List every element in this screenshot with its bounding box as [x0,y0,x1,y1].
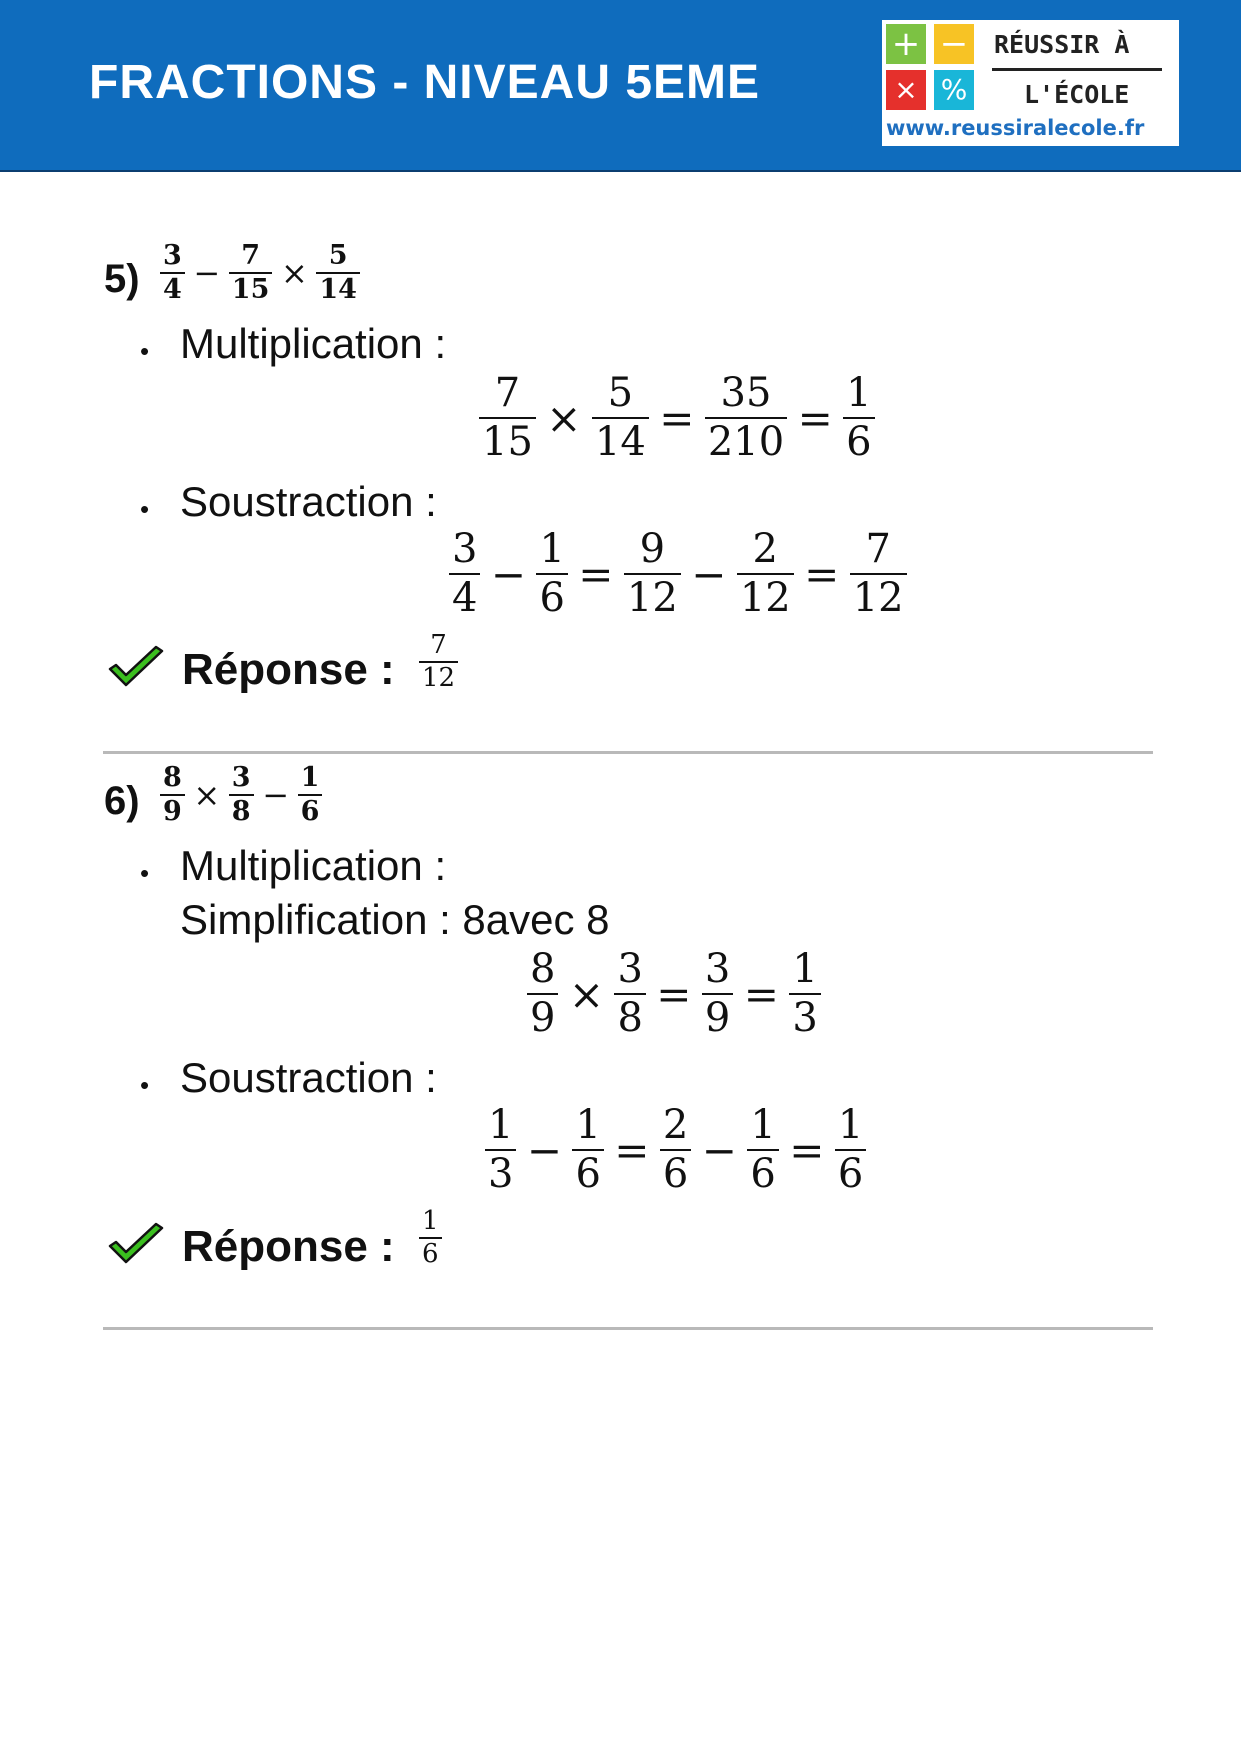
bullet: • [140,336,150,366]
operator: × [546,393,582,443]
operator: = [614,1125,650,1175]
header-banner [0,0,1241,172]
answer-label: Réponse : [182,645,395,694]
fraction: $\frac{3}{9}$ [702,946,733,1042]
fraction: $\frac{2}{6}$ [660,1102,691,1198]
fraction: $\frac{2}{12}$ [737,526,794,622]
percent-icon: % [934,70,974,110]
operator: = [797,393,833,443]
exercise-6-statement [155,762,327,828]
fraction: $\frac{1}{6}$ [419,1206,442,1269]
operator: × [280,253,308,292]
separator [103,751,1153,754]
fraction: $\frac{7}{15}$ [479,370,536,466]
minus-icon: − [934,24,974,64]
times-icon: × [886,70,926,110]
operator: × [568,969,605,1019]
fraction: $\frac{35}{210}$ [705,370,787,466]
fraction: $\frac{8}{9}$ [160,762,185,828]
operator: − [490,549,527,599]
fraction: $\frac{8}{9}$ [527,946,558,1042]
step-label: Multiplication : [180,842,447,889]
answer-fraction [414,630,463,693]
operator: × [193,775,221,814]
checkmark-icon [106,1222,166,1268]
operator: − [701,1125,737,1175]
operator: − [193,253,221,292]
fraction: $\frac{3}{4}$ [449,526,480,622]
plus-icon: + [886,24,926,64]
fraction: $\frac{7}{12}$ [419,630,458,693]
step-label: Soustraction : [180,478,437,525]
fraction: $\frac{1}{3}$ [485,1102,516,1198]
answer-label: Réponse : [182,1222,395,1271]
logo-url[interactable]: www.reussiralecole.fr [886,116,1145,140]
checkmark-icon [106,645,166,691]
fraction: $\frac{1}{6}$ [835,1102,866,1198]
fraction: $\frac{3}{4}$ [160,240,185,306]
bullet: • [140,858,150,888]
logo-line1: RÉUSSIR À [994,30,1130,59]
fraction: $\frac{5}{14}$ [316,240,360,306]
fraction: $\frac{1}{6}$ [572,1102,603,1198]
operator: = [743,969,779,1019]
logo[interactable] [882,20,1179,146]
fraction: $\frac{7}{12}$ [850,526,907,622]
exercise-5-number: 5) [104,257,140,301]
fraction: $\frac{1}{6}$ [843,370,874,466]
separator [103,1327,1153,1330]
operator: = [789,1125,825,1175]
page-title: FRACTIONS - NIVEAU 5EME [89,56,761,109]
subtraction-equation [480,1102,871,1198]
fraction: $\frac{1}{6}$ [747,1102,778,1198]
step-label: Soustraction : [180,1054,437,1101]
operator: = [804,549,840,599]
fraction: $\frac{3}{8}$ [229,762,254,828]
fraction: $\frac{1}{6}$ [536,526,567,622]
bullet: • [140,1070,150,1100]
subtraction-equation [444,526,912,622]
operator: = [659,393,695,443]
operator: = [578,549,614,599]
logo-line2: L'ÉCOLE [1024,80,1130,109]
multiplication-equation [474,370,880,466]
step-label: Multiplication : [180,320,447,367]
logo-divider [992,68,1162,71]
fraction: $\frac{1}{3}$ [789,946,820,1042]
operator: − [262,775,289,814]
bullet: • [140,494,150,524]
simplification-note: Simplification : 8avec 8 [180,896,610,943]
fraction: $\frac{9}{12}$ [624,526,681,622]
operator: − [526,1125,563,1175]
fraction: $\frac{7}{15}$ [229,240,273,306]
exercise-6-number: 6) [104,779,140,823]
operator: = [656,969,692,1019]
exercise-5-statement [155,240,365,306]
multiplication-equation [522,946,826,1042]
fraction: $\frac{1}{6}$ [298,762,323,828]
answer-fraction [414,1206,447,1269]
fraction: $\frac{3}{8}$ [614,946,645,1042]
operator: − [691,549,727,599]
fraction: $\frac{5}{14}$ [592,370,649,466]
